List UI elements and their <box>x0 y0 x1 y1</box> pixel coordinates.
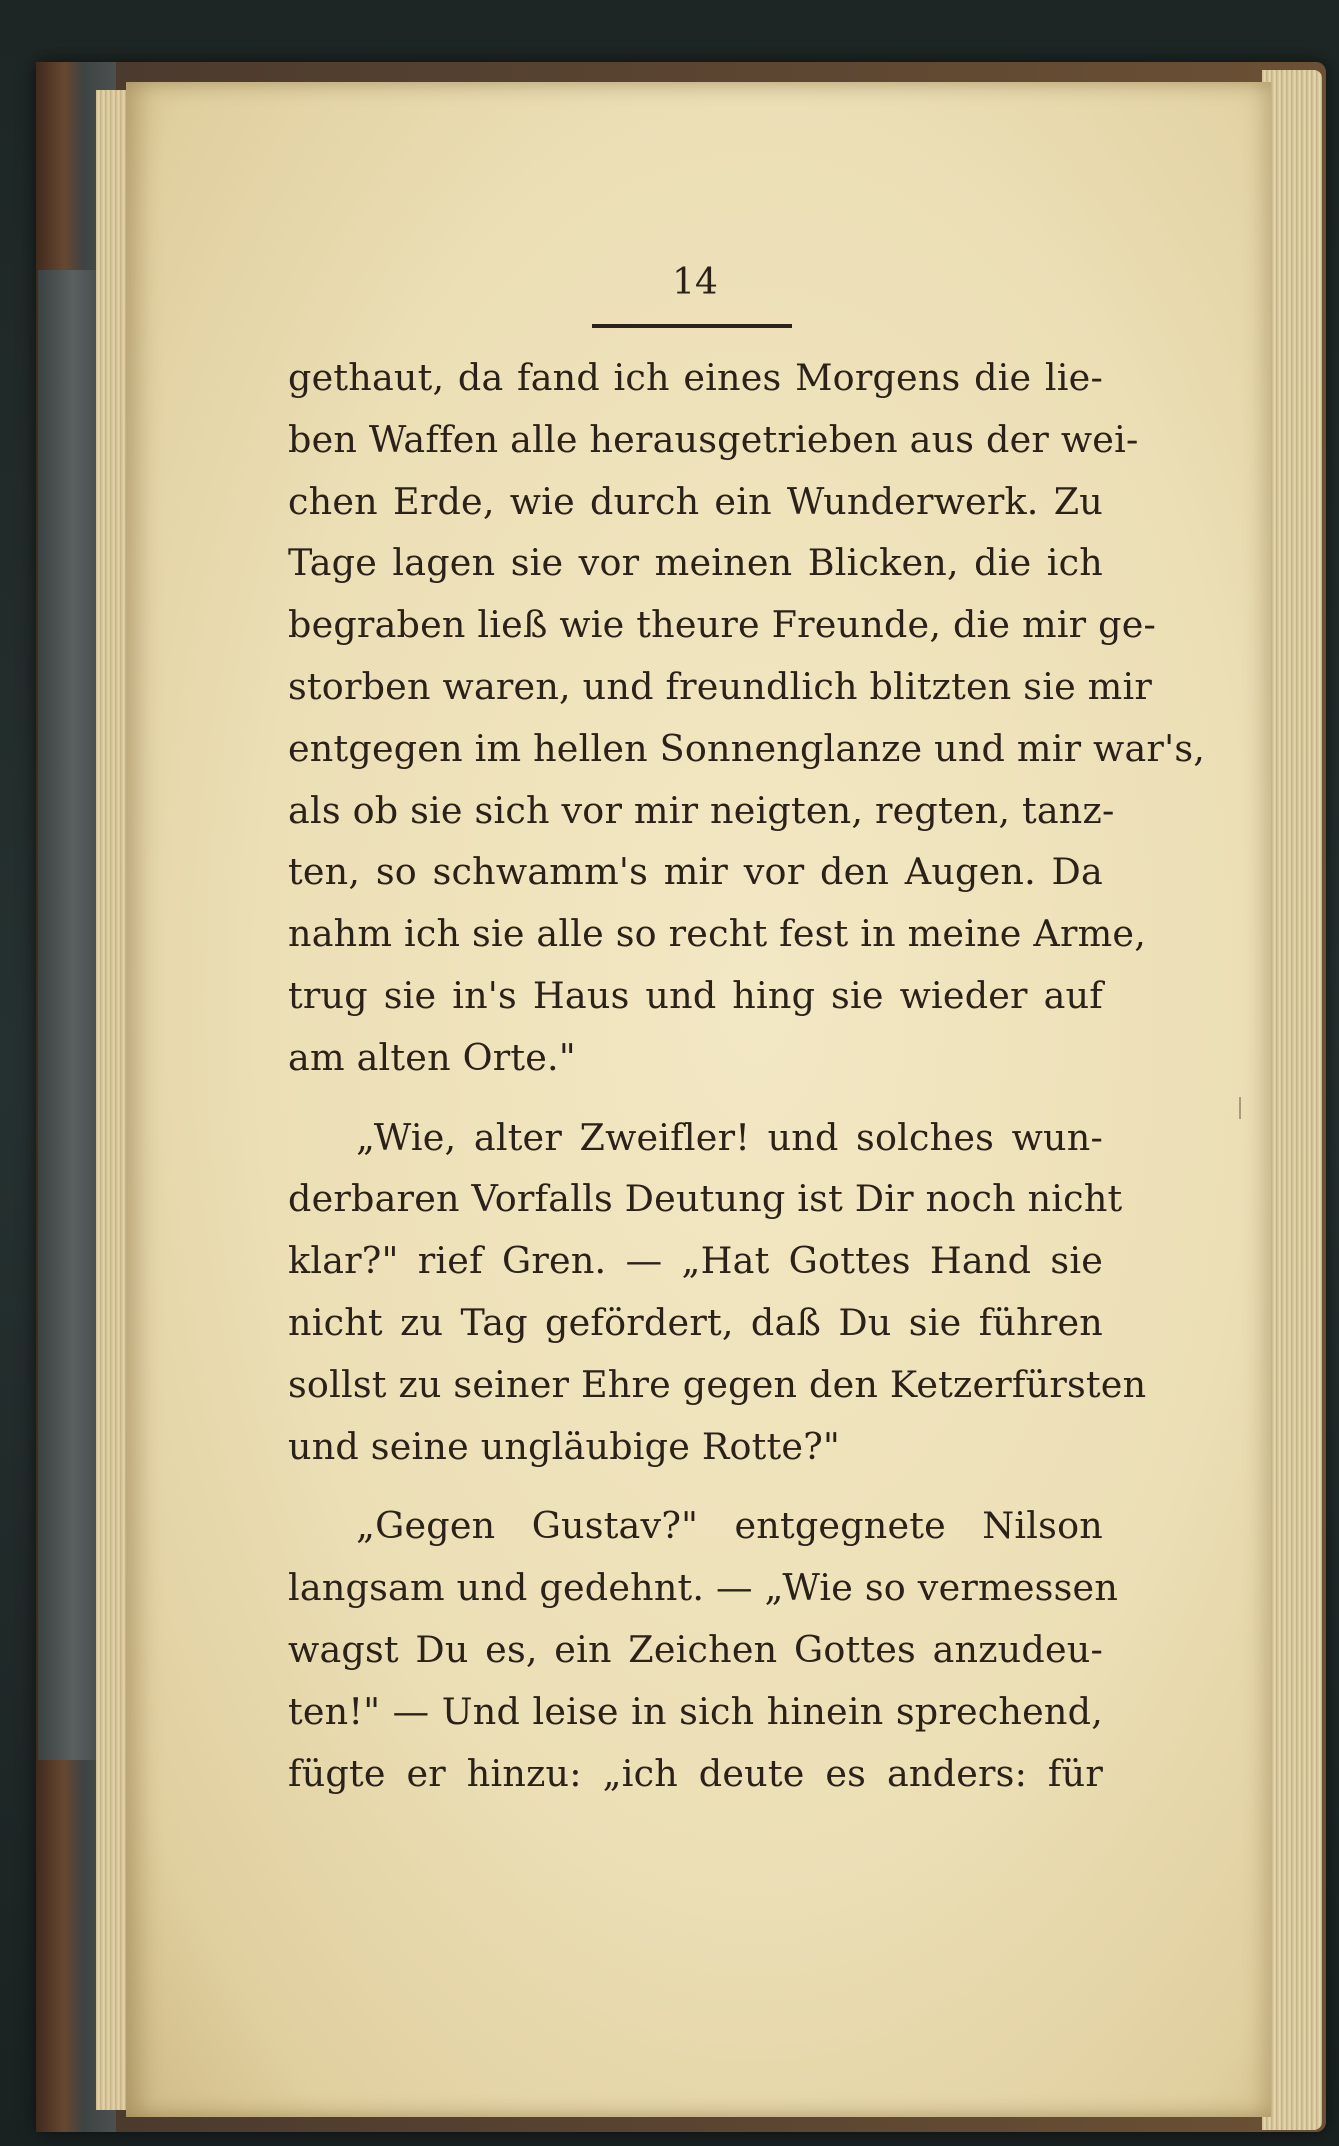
paragraph <box>288 347 1206 1089</box>
text-line: trug sie in's Haus und hing sie wieder auf <box>288 973 1103 1017</box>
text-line: „Gegen Gustav?" entgegnete Nilson <box>356 1504 1103 1548</box>
text-line: und seine ungläubige Rotte?" <box>288 1424 840 1468</box>
text-line: „Wie, alter Zweifler! und solches wun- <box>356 1115 1103 1159</box>
header-rule <box>592 324 792 328</box>
text-line: storben waren, und freundlich blitzten sie mir <box>288 664 1153 708</box>
text-line: langsam und gedehnt. — „Wie so vermessen <box>288 1566 1119 1610</box>
text-line: am alten Orte." <box>288 1035 576 1079</box>
page-number: 14 <box>672 262 718 303</box>
page-edges-right <box>1262 70 1322 2130</box>
paragraph <box>288 1107 1147 1478</box>
text-line: klar?" rief Gren. — „Hat Gottes Hand sie <box>288 1239 1103 1283</box>
text-line: als ob sie sich vor mir neigten, regten, tanz- <box>288 788 1115 832</box>
text-line: nicht zu Tag gefördert, daß Du sie führen <box>288 1300 1103 1344</box>
text-line: chen Erde, wie durch ein Wunderwerk. Zu <box>288 479 1103 523</box>
text-line: ben Waffen alle herausgetrieben aus der wei- <box>288 417 1139 461</box>
text-line: ten, so schwamm's mir vor den Augen. Da <box>288 850 1103 894</box>
paragraph <box>288 1495 1119 1804</box>
text-line: fügte er hinzu: „ich deute es anders: für <box>288 1751 1103 1795</box>
text-line: Tage lagen sie vor meinen Blicken, die ich <box>288 541 1103 585</box>
text-line: ten!" — Und leise in sich hinein sprechend, <box>288 1689 1103 1733</box>
text-line: derbaren Vorfalls Deutung ist Dir noch nicht <box>288 1177 1123 1221</box>
text-line: sollst zu seiner Ehre gegen den Ketzerfürsten <box>288 1362 1147 1406</box>
text-line: gethaut, da fand ich eines Morgens die lie- <box>288 356 1103 399</box>
text-line: nahm ich sie alle so recht fest in meine Arme, <box>288 912 1147 956</box>
text-line: begraben ließ wie theure Freunde, die mir ge- <box>288 603 1157 647</box>
text-line: entgegen im hellen Sonnenglanze und mir war's, <box>288 726 1206 770</box>
text-line: wagst Du es, ein Zeichen Gottes anzudeu- <box>288 1627 1103 1671</box>
margin-mark <box>1239 1097 1241 1119</box>
body-text <box>288 347 1206 1804</box>
